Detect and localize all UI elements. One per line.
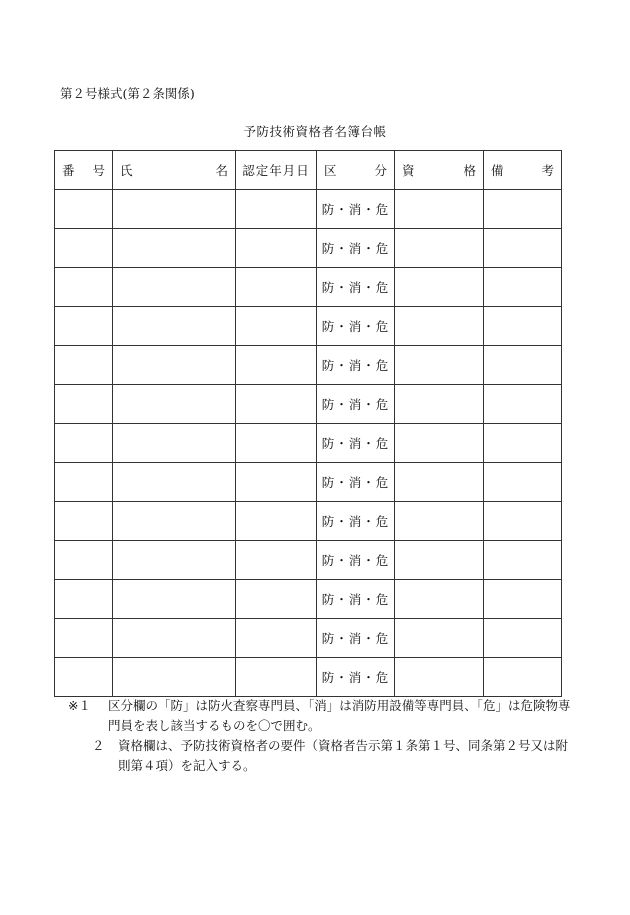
cell-name (113, 424, 236, 463)
cell-number (55, 190, 113, 229)
cell-qualification (395, 658, 484, 697)
cell-qualification (395, 619, 484, 658)
cell-qualification (395, 580, 484, 619)
cell-remarks (484, 658, 562, 697)
table-row (55, 658, 562, 697)
cell-certification-date (236, 346, 317, 385)
cell-remarks (484, 619, 562, 658)
cell-certification-date (236, 307, 317, 346)
cell-remarks (484, 541, 562, 580)
cell-certification-date (236, 424, 317, 463)
cell-certification-date (236, 268, 317, 307)
cell-name (113, 619, 236, 658)
cell-qualification (395, 463, 484, 502)
table-row (55, 268, 562, 307)
note-1-text: 区分欄の「防」は防火査察専門員、「消」は消防用設備等専門員、「危」は危険物専門員を表し該当するものを〇で囲む。 (108, 698, 571, 733)
table-row (55, 424, 562, 463)
cell-qualification (395, 541, 484, 580)
cell-number (55, 385, 113, 424)
cell-category: 防・消・危 (317, 580, 395, 619)
cell-category: 防・消・危 (317, 541, 395, 580)
cell-number (55, 580, 113, 619)
cell-qualification (395, 229, 484, 268)
note-2-mark: ２ (92, 738, 105, 753)
table-row (55, 619, 562, 658)
table-row (55, 229, 562, 268)
header-category: 区 分 (317, 151, 395, 190)
cell-certification-date (236, 658, 317, 697)
cell-number (55, 658, 113, 697)
cell-qualification (395, 385, 484, 424)
cell-number (55, 502, 113, 541)
cell-name (113, 190, 236, 229)
cell-category: 防・消・危 (317, 268, 395, 307)
note-2-text: 資格欄は、予防技術資格者の要件（資格者告示第１条第１号、同条第２号又は附則第４項）を記入する。 (118, 738, 569, 773)
cell-category: 防・消・危 (317, 424, 395, 463)
cell-certification-date (236, 385, 317, 424)
table-row (55, 385, 562, 424)
header-qualification: 資 格 (395, 151, 484, 190)
note-1-mark: ※１ (68, 698, 91, 713)
cell-number (55, 619, 113, 658)
cell-category: 防・消・危 (317, 502, 395, 541)
table-row (55, 541, 562, 580)
cell-qualification (395, 346, 484, 385)
table-row (55, 580, 562, 619)
cell-category: 防・消・危 (317, 463, 395, 502)
cell-certification-date (236, 619, 317, 658)
header-remarks: 備 考 (484, 151, 562, 190)
cell-remarks (484, 268, 562, 307)
cell-category: 防・消・危 (317, 346, 395, 385)
notes (68, 696, 578, 776)
cell-name (113, 268, 236, 307)
cell-qualification (395, 424, 484, 463)
cell-remarks (484, 229, 562, 268)
form-number: 第２号様式(第２条関係) (60, 86, 195, 101)
cell-name (113, 580, 236, 619)
cell-number (55, 229, 113, 268)
cell-category: 防・消・危 (317, 619, 395, 658)
header-name: 氏 名 (113, 151, 236, 190)
cell-number (55, 541, 113, 580)
table-row (55, 346, 562, 385)
cell-qualification (395, 190, 484, 229)
cell-name (113, 463, 236, 502)
cell-certification-date (236, 229, 317, 268)
table-row (55, 190, 562, 229)
cell-name (113, 385, 236, 424)
cell-remarks (484, 580, 562, 619)
cell-number (55, 463, 113, 502)
header-row (55, 151, 562, 190)
cell-category: 防・消・危 (317, 190, 395, 229)
cell-qualification (395, 268, 484, 307)
cell-category: 防・消・危 (317, 307, 395, 346)
cell-remarks (484, 385, 562, 424)
cell-name (113, 658, 236, 697)
cell-category: 防・消・危 (317, 658, 395, 697)
cell-certification-date (236, 463, 317, 502)
cell-qualification (395, 307, 484, 346)
cell-number (55, 346, 113, 385)
table-row (55, 502, 562, 541)
register-table (54, 150, 562, 697)
cell-number (55, 268, 113, 307)
cell-category: 防・消・危 (317, 385, 395, 424)
cell-name (113, 307, 236, 346)
table-row (55, 463, 562, 502)
cell-remarks (484, 463, 562, 502)
cell-certification-date (236, 190, 317, 229)
cell-number (55, 424, 113, 463)
cell-remarks (484, 346, 562, 385)
cell-name (113, 229, 236, 268)
document-title: 予防技術資格者名簿台帳 (243, 124, 387, 139)
cell-certification-date (236, 502, 317, 541)
cell-remarks (484, 502, 562, 541)
cell-qualification (395, 502, 484, 541)
header-number: 番 号 (55, 151, 113, 190)
cell-certification-date (236, 541, 317, 580)
cell-certification-date (236, 580, 317, 619)
cell-remarks (484, 190, 562, 229)
cell-name (113, 502, 236, 541)
note-1 (68, 696, 578, 736)
cell-number (55, 307, 113, 346)
table-row (55, 307, 562, 346)
cell-remarks (484, 307, 562, 346)
cell-name (113, 541, 236, 580)
cell-category: 防・消・危 (317, 229, 395, 268)
cell-remarks (484, 424, 562, 463)
header-certification-date: 認定年月日 (236, 151, 317, 190)
note-2 (68, 736, 578, 776)
cell-name (113, 346, 236, 385)
